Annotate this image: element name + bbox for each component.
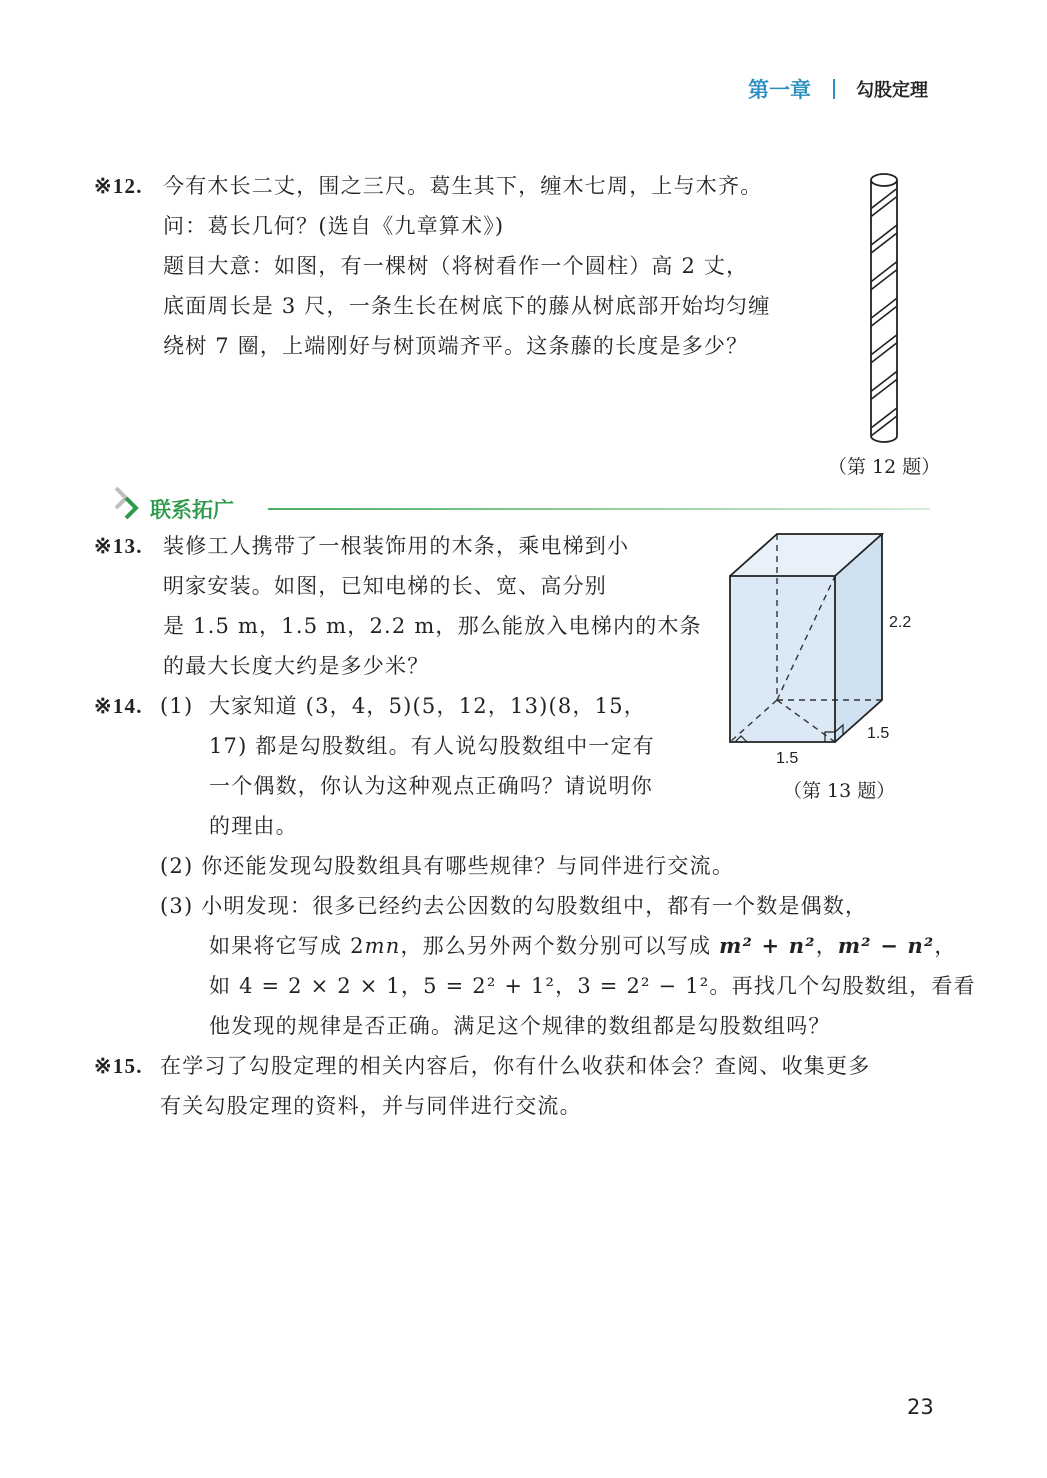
q12-line-3: 题目大意：如图，有一棵树（将树看作一个圆柱）高 2 丈，	[163, 254, 749, 278]
q14-p2: (2) 你还能发现勾股数组具有哪些规律？与同伴进行交流。	[160, 854, 735, 878]
chevron-right-icon	[112, 484, 148, 524]
section-title: 联系拓广	[150, 498, 234, 522]
q14-p3-text-b: ，那么另外两个数分别可以写成	[400, 934, 720, 958]
q12-cylinder-figure	[855, 168, 915, 446]
q14-p3-expr-sum: m² + n²	[719, 933, 816, 958]
q14-p1-line-1: 大家知道 (3，4，5)(5，12，13)(8，15，	[209, 694, 647, 718]
q12-line-1: 今有木长二丈，围之三尺。葛生其下，缠木七周，上与木齐。	[163, 174, 763, 198]
q13-line-1: 装修工人携带了一根装饰用的木条，乘电梯到小	[163, 534, 630, 558]
q12-line-2: 问：葛长几何？(选自《九章算术》)	[163, 214, 505, 238]
q14-p3-mn: mn	[364, 934, 401, 958]
q14-p3-expr-diff: m² − n²	[837, 933, 935, 958]
q14-p3-end: ，	[934, 934, 957, 958]
q15-line-2: 有关勾股定理的资料，并与同伴进行交流。	[160, 1094, 582, 1118]
q14-p3-line-3: 如 4 = 2 × 2 × 1，5 = 2² + 1²，3 = 2² − 1²。再找几个勾股数组，看看	[209, 974, 976, 998]
q14-p1-line-3: 一个偶数，你认为这种观点正确吗？请说明你	[209, 774, 653, 798]
q13-caption: （第 13 题）	[783, 780, 896, 802]
q14-p3-line-2	[209, 932, 957, 960]
q14-p1-line-4: 的理由。	[209, 814, 298, 838]
section-rule	[268, 508, 930, 510]
header-divider	[833, 79, 835, 99]
q12-line-4: 底面周长是 3 尺，一条生长在树底下的藤从树底部开始均匀缠	[163, 294, 771, 318]
depth-label: 1.5	[867, 725, 890, 742]
q14-p3-sep: ，	[815, 934, 838, 958]
q13-line-3: 是 1.5 m，1.5 m，2.2 m，那么能放入电梯内的木条	[163, 614, 702, 638]
q12-caption: （第 12 题）	[828, 456, 941, 478]
q12-number: ※12.	[94, 174, 143, 198]
height-label: 2.2	[889, 614, 912, 631]
q14-p3-line-4: 他发现的规律是否正确。满足这个规律的数组都是勾股数组吗？	[209, 1014, 831, 1038]
q13-box-figure	[722, 528, 922, 778]
chapter-title: 勾股定理	[856, 80, 928, 101]
q13-number: ※13.	[94, 534, 143, 558]
q14-p3-text-a: 如果将它写成 2	[209, 934, 365, 958]
q12-line-5: 绕树 7 圈，上端刚好与树顶端齐平。这条藤的长度是多少？	[163, 334, 749, 358]
q14-number: ※14.	[94, 694, 143, 718]
q15-number: ※15.	[94, 1054, 143, 1078]
q14-p1-line-2: 17) 都是勾股数组。有人说勾股数组中一定有	[209, 734, 655, 758]
q15-line-1: 在学习了勾股定理的相关内容后，你有什么收获和体会？查阅、收集更多	[160, 1054, 871, 1078]
page-number: 23	[907, 1395, 934, 1419]
q13-line-2: 明家安装。如图，已知电梯的长、宽、高分别	[163, 574, 607, 598]
q13-line-4: 的最大长度大约是多少米？	[163, 654, 430, 678]
q14-p3-line-1: (3) 小明发现：很多已经约去公因数的勾股数组中，都有一个数是偶数，	[160, 894, 868, 918]
width-label: 1.5	[776, 750, 799, 767]
chapter-label: 第一章	[748, 78, 811, 102]
q14-p1-label: (1)	[160, 694, 194, 718]
